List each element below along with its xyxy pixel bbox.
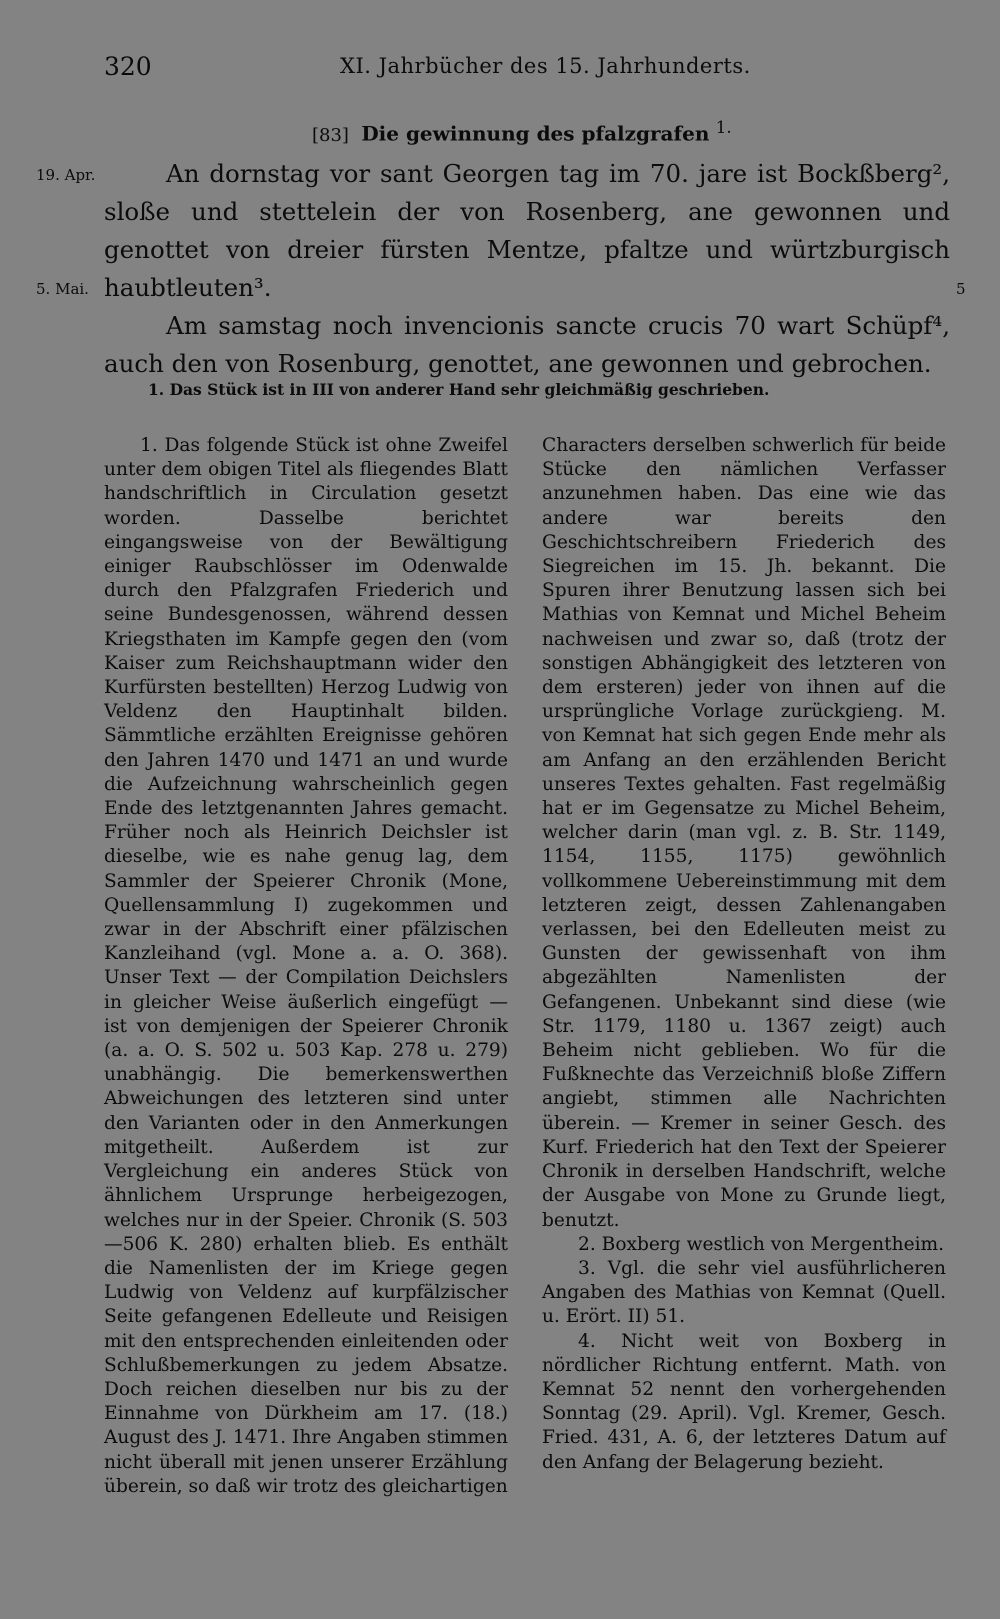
page-number: 320 [104,52,152,81]
apparatus-note: 1. Das Stück ist in III von anderer Hand sehr gleichmäßig geschrieben. [148,380,770,399]
commentary-right-column [542,434,946,1475]
document-title [312,118,732,146]
running-head: XI. Jahrbücher des 15. Jahrhunderts. [340,54,751,78]
commentary-note-1-continued: Characters derselben schwerlich für beide Stücke den nämlichen Verfasser anzunehmen haben. Das eine wie das andere war bereits den Geschichtschreibern Friederich des Siegreichen im 15. Jh. bekannt. Die Spuren ihrer Benutzung lassen sich bei Mathias von Kemnat und Michel Beheim nachweisen und zwar so, daß (trotz der sonstigen Abhängigkeit des letzteren von dem ersteren) jeder von ihnen auf die ursprüngliche Vorlage zurückgieng. M. von Kemnat hat sich gegen Ende mehr als am Anfang an den erzählenden Bericht unseres Textes gehalten. Fast regelmäßig hat er im Gegensatze zu Michel Beheim, welcher darin (man vgl. z. B. Str. 1149, 1154, 1155, 1175) gewöhnlich vollkommene Uebereinstimmung mit dem letzteren zeigt, dessen Zahlenangaben verlassen, bei den Edelleuten meist zu Gunsten der gewissenhaft von ihm abgezählten Namenlisten der Gefangenen. Unbekannt sind diese (wie Str. 1179, 1180 u. 1367 zeigt) auch Beheim nicht geblieben. Wo für die Fußknechte das Verzeichniß bloße Ziffern angiebt, stimmen alle Nachrichten überein. — Kremer in seiner Gesch. des Kurf. Friederich hat den Text der Speierer Chronik in derselben Handschrift, welche der Ausgabe von Mone zu Grunde liegt, benutzt. [542,435,946,1231]
main-paragraph-2: Am samstag noch invencionis sancte crucis 70 wart Schüpf⁴, auch den von Rosenburg, genottet, ane gewonnen und gebrochen. [104,311,950,378]
page-header [100,52,960,88]
margin-date-1: 19. Apr. [36,166,96,184]
commentary-note-4: 4. Nicht weit von Boxberg in nördlicher Richtung entfernt. Math. von Kemnat 52 nennt den vorhergehenden Sonntag (29. April). Vgl. Kremer, Gesch. Fried. 431, A. 6, der letzteres Datum auf den Anfang der Belagerung bezieht. [542,1330,946,1473]
commentary-note-1: 1. Das folgende Stück ist ohne Zweifel unter dem obigen Titel als fliegendes Blatt handschriftlich in Circulation gesetzt worden. Dasselbe berichtet eingangsweise von der Bewältigung einiger Raubschlösser im Odenwalde durch den Pfalzgrafen Friederich und seine Bundesgenossen, während dessen Kriegsthaten im Kampfe gegen den (vom Kaiser zum Reichshauptmann wider den Kurfürsten bestellten) Herzog Ludwig von Veldenz den Hauptinhalt bilden. Sämmtliche erzählten Ereignisse gehören den Jahren 1470 und 1471 an und wurde die Aufzeichnung wahrscheinlich gegen Ende des letztgenannten Jahres gemacht. Früher noch als Heinrich Deichsler ist dieselbe, wie es nahe genug lag, dem Sammler der Speierer Chronik (Mone, Quellensammlung I) zugekommen und zwar in der Abschrift einer pfälzischen Kanzleihand (vgl. Mone a. a. O. 368). Unser Text — der Compilation Deichslers in gleicher Weise äußerlich eingefügt — ist von demjenigen der Speierer Chronik (a. a. O. S. 502 u. 503 Kap. 278 u. 279) unabhängig. Die bemerkenswerthen Abweichungen des letzteren sind unter den Varianten oder in den Anmerkungen mitgetheilt. Außerdem ist zur Vergleichung ein anderes Stück von ähnlichem Ursprunge herbeigezogen, welches nur in der Speier. Chronik (S. 503—506 K. 280) erhalten blieb. Es enthält die Namenlisten der im Kriege gegen Ludwig von Veldenz auf kurpfälzischer Seite gefangenen Edelleute und Reisigen mit den entsprechenden einleitenden oder Schlußbemerkungen zu jedem Absatze. Doch reichen dieselben nur bis zu der Einnahme von Dürkheim am 17. (18.) August des J. 1471. Ihre Angaben stimmen nicht überall mit jenen unserer Erzählung überein, so daß wir trotz des gleichartigen [104,435,508,1497]
commentary-left-column [104,434,508,1499]
commentary-note-2: 2. Boxberg westlich von Mergentheim. [578,1233,945,1255]
margin-line-number: 5 [956,280,966,298]
margin-date-2: 5. Mai. [36,280,89,298]
commentary-note-3: 3. Vgl. die sehr viel ausführlicheren Angaben des Mathias von Kemnat (Quell. u. Erört. II) 51. [542,1257,946,1328]
title-footnote-ref: 1. [715,118,732,137]
main-text [104,155,950,383]
main-paragraph-1: An dornstag vor sant Georgen tag im 70. jare ist Bockßberg², sloße und stettelein der von Rosenberg, ane gewonnen und genottet von dreier fürsten Mentze, pfaltze und würtzburgisch haubtleuten³. [104,159,950,302]
document-number: [83] [312,124,349,146]
document-title-text: Die gewinnung des pfalzgrafen [361,121,710,146]
